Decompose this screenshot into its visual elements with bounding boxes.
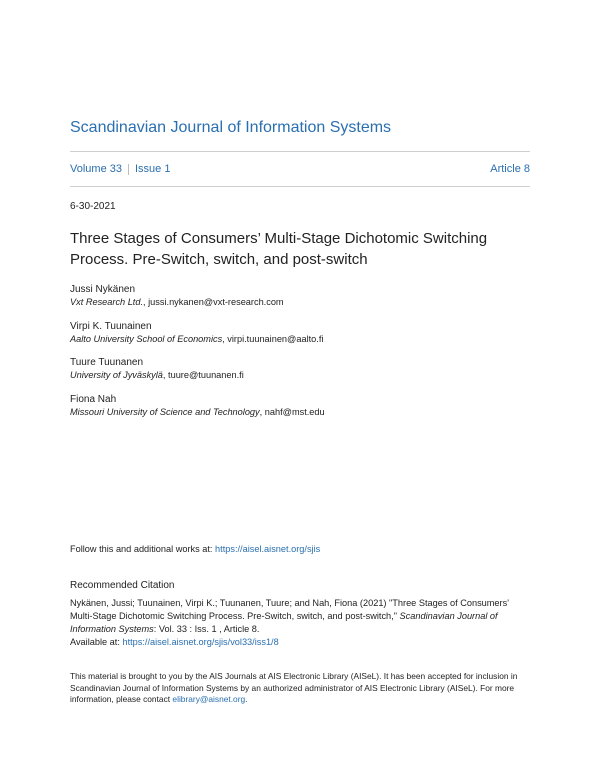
available-line	[70, 637, 279, 647]
journal-title[interactable]: Scandinavian Journal of Information Systems	[70, 119, 392, 136]
divider-top	[70, 151, 530, 152]
footer-text: This material is brought to you by the AIS Journals at AIS Electronic Library (AISeL). It has been accepted for inclusion in Scandinavian Journal of Information Systems by an authorized administrator of AIS Electronic Library (AISeL). For more information, please contact	[70, 671, 518, 704]
article-link[interactable]: Article 8	[490, 163, 530, 175]
article-url-link[interactable]: https://aisel.aisnet.org/sjis/vol33/iss1/8	[122, 637, 279, 647]
citation-journal: Scandinavian Journal of Information Systems	[70, 611, 498, 634]
issue-link[interactable]: Issue 1	[134, 163, 171, 175]
issue-bar	[70, 163, 530, 175]
author-email: tuure@tuunanen.fi	[168, 370, 244, 380]
follow-text: Follow this and additional works at:	[70, 544, 216, 554]
author-email: nahf@mst.edu	[264, 407, 325, 417]
available-label: Available at:	[70, 637, 123, 647]
author-block: Fiona Nah Missouri University of Science and Technology, nahf@mst.edu	[70, 394, 325, 417]
article-title: Three Stages of Consumers’ Multi-Stage Dichotomic Switching Process. Pre-Switch, switch, and post-switch	[70, 230, 488, 268]
recommended-citation-heading: Recommended Citation	[70, 580, 175, 591]
separator	[128, 164, 129, 175]
author-affiliation: University of Jyväskylä	[70, 370, 163, 380]
volume-link[interactable]: Volume 33	[70, 163, 122, 175]
citation-tail: : Vol. 33 : Iss. 1 , Article 8.	[153, 624, 260, 634]
publication-date: 6-30-2021	[70, 201, 116, 212]
author-name: Virpi K. Tuunainen	[70, 321, 152, 332]
citation-body: Nykänen, Jussi; Tuunainen, Virpi K.; Tuunanen, Tuure; and Nah, Fiona (2021) "Three Stages of Consumers' Multi-Stage Dichotomic Switching Process. Pre-Switch, switch, and post-switch,"	[70, 598, 509, 621]
footer-notice	[70, 671, 530, 706]
citation-text	[70, 597, 530, 636]
author-email: virpi.tuunainen@aalto.fi	[227, 334, 324, 344]
collection-link[interactable]: https://aisel.aisnet.org/sjis	[215, 544, 321, 554]
author-block: Tuure Tuunanen University of Jyväskylä, tuure@tuunanen.fi	[70, 357, 244, 380]
author-affiliation: Missouri University of Science and Technology	[70, 407, 260, 417]
author-affiliation: Vxt Research Ltd.	[70, 297, 144, 307]
divider-bottom	[70, 186, 530, 187]
author-name: Jussi Nykänen	[70, 284, 136, 295]
contact-email-link[interactable]: elibrary@aisnet.org	[172, 694, 246, 704]
author-email: jussi.nykanen@vxt-research.com	[148, 297, 284, 307]
author-name: Fiona Nah	[70, 394, 117, 405]
author-affiliation: Aalto University School of Economics	[70, 334, 223, 344]
author-name: Tuure Tuunanen	[70, 357, 144, 368]
follow-line	[70, 544, 320, 554]
footer-end: .	[245, 694, 248, 704]
author-block: Virpi K. Tuunainen Aalto University School of Economics, virpi.tuunainen@aalto.fi	[70, 321, 324, 344]
author-block: Jussi Nykänen Vxt Research Ltd., jussi.nykanen@vxt-research.com	[70, 284, 284, 307]
